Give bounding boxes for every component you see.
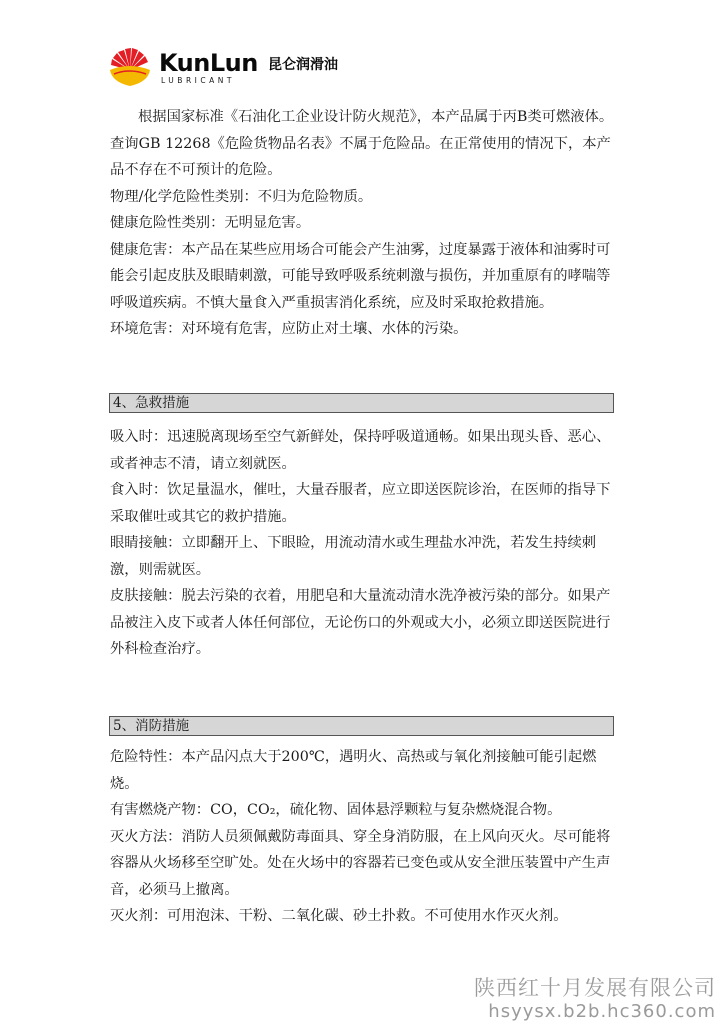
document-header bbox=[108, 44, 628, 94]
intro-paragraph: 根据国家标准《石油化工企业设计防火规范》，本产品属于丙B类可燃液体。查询GB 12268《危险货物品名表》不属于危险品。在正常使用的情况下，本产品不存在不可预计的危险。 bbox=[110, 109, 614, 178]
first-aid-skin-contact: 皮肤接触：脱去污染的衣着，用肥皂和大量流动清水洗净被污染的部分。如果产品被注入皮下或者人体任何部位，无论伤口的外观或大小，必须立即送医院进行外科检查治疗。 bbox=[110, 588, 611, 657]
first-aid-block bbox=[110, 424, 616, 663]
fire-hazard-characteristics: 危险特性：本产品闪点大于200℃，遇明火、高热或与氧化剂接触可能引起燃烧。 bbox=[110, 749, 597, 792]
first-aid-inhalation: 吸入时：迅速脱离现场至空气新鲜处，保持呼吸道通畅。如果出现头昏、恶心、或者神志不清，请立刻就医。 bbox=[110, 429, 611, 472]
health-hazard-class: 健康危险性类别：无明显危害。 bbox=[110, 215, 311, 231]
physical-chemical-hazard-class: 物理/化学危险性类别：不归为危险物质。 bbox=[110, 188, 373, 205]
watermark-url: hsyysx.b2b.hc360.com bbox=[488, 1001, 716, 1022]
fire-extinguishing-method: 灭火方法：消防人员须佩戴防毒面具、穿全身消防服，在上风向灭火。尽可能将容器从火场移至空旷处。处在火场中的容器若已变色或从安全泄压装置中产生声音，必须马上撤离。 bbox=[110, 828, 611, 898]
first-aid-eye-contact: 眼睛接触：立即翻开上、下眼睑，用流动清水或生理盐水冲洗，若发生持续刺激，则需就医。 bbox=[110, 535, 597, 578]
environment-hazard-text: 环境危害：对环境有危害，应防止对土壤、水体的污染。 bbox=[110, 321, 468, 337]
health-hazard-text: 健康危害：本产品在某些应用场合可能会产生油雾，过度暴露于液体和油雾时可能会引起皮肤及眼睛刺激，可能导致呼吸系统刺激与损伤，并加重原有的哮喘等呼吸道疾病。不慎大量食入严重损害消化系统，应及时采取抢救措施。 bbox=[110, 241, 611, 311]
watermark bbox=[474, 975, 716, 1023]
hazardous-combustion-products: 有害燃烧产物：CO，CO₂，硫化物、固体悬浮颗粒与复杂燃烧混合物。 bbox=[110, 802, 562, 818]
first-aid-ingestion: 食入时：饮足量温水，催吐，大量吞服者，应立即送医院诊治，在医师的指导下采取催吐或其它的救护措施。 bbox=[110, 482, 611, 525]
brand-name: KunLun bbox=[159, 49, 258, 77]
intro-block bbox=[110, 104, 616, 343]
section-heading-fire-fighting: 5、消防措施 bbox=[109, 716, 614, 736]
brand-chinese-name: 昆仑润滑油 bbox=[268, 57, 338, 73]
kunlun-logo-icon bbox=[108, 44, 152, 88]
brand-subtitle: LUBRICANT bbox=[161, 76, 235, 85]
section-heading-first-aid: 4、急救措施 bbox=[109, 393, 614, 413]
watermark-company: 陕西红十月发展有限公司 bbox=[474, 976, 716, 1000]
extinguishing-agents: 灭火剂：可用泡沫、干粉、二氧化碳、砂土扑救。不可使用水作灭火剂。 bbox=[110, 908, 568, 924]
fire-fighting-block bbox=[110, 744, 616, 930]
